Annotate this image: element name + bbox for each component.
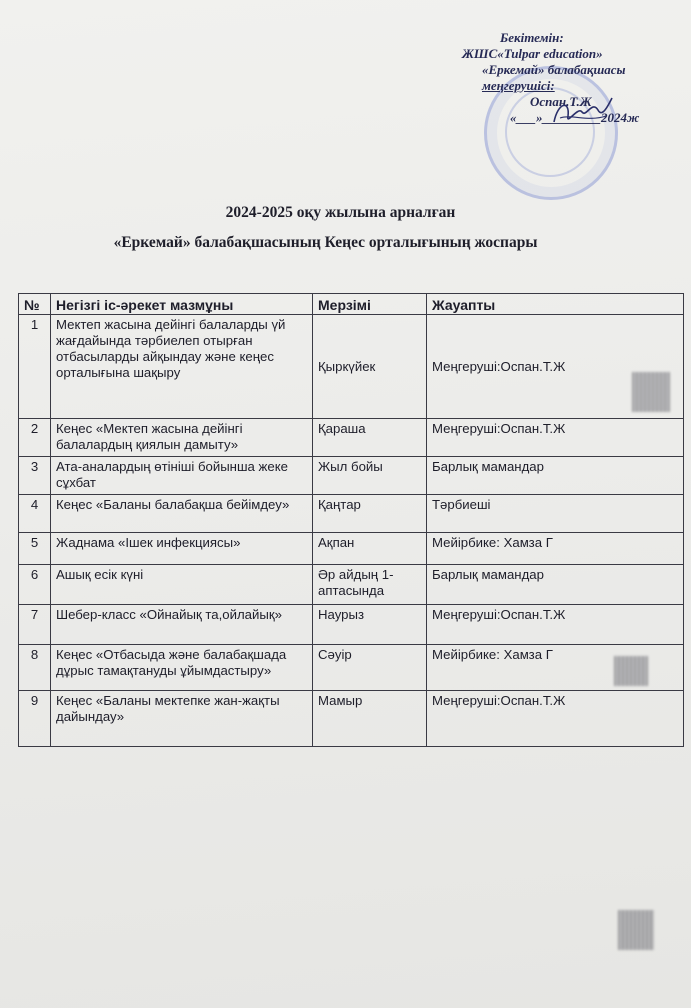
approval-kindergarten: «Еркемай» балабақшасы [482,62,626,77]
document-title [0,198,691,258]
signature-icon [548,92,618,132]
row-number: 4 [19,495,51,533]
row-number: 8 [19,645,51,691]
approval-organization: ЖШС«Tulpar education» [462,46,603,61]
row-term: Наурыз [313,605,427,645]
row-content: Шебер-класс «Ойнайық та,ойлайық» [51,605,313,645]
table-row [19,565,684,605]
table-row [19,645,684,691]
table-row [19,419,684,457]
row-responsible: Меңгеруші:Оспан.Т.Ж [427,315,684,419]
row-term: Ақпан [313,533,427,565]
row-content: Кеңес «Мектеп жасына дейінгі балалардың қиялын дамыту» [51,419,313,457]
row-content: Мектеп жасына дейінгі балаларды үй жағдайында тәрбиелеп отырған отбасыларды айқындау және кеңес орталығына шақыру [51,315,313,419]
approval-position: меңгерушісі: [482,78,555,93]
row-responsible: Барлық мамандар [427,457,684,495]
table-row [19,457,684,495]
table-row [19,533,684,565]
row-term: Мамыр [313,691,427,747]
row-content: Жаднама «Ішек инфекциясы» [51,533,313,565]
header-responsible: Жауапты [427,294,684,315]
row-number: 2 [19,419,51,457]
row-number: 9 [19,691,51,747]
row-responsible: Меңгеруші:Оспан.Т.Ж [427,691,684,747]
row-term: Әр айдың 1-аптасында [313,565,427,605]
redacted-mark [632,372,670,412]
redacted-mark [618,910,654,950]
title-line-2: «Еркемай» балабақшасының Кеңес орталығының жоспары [113,234,538,251]
row-term: Қараша [313,419,427,457]
table-row [19,315,684,419]
row-responsible: Меңгеруші:Оспан.Т.Ж [427,605,684,645]
table-row [19,691,684,747]
table-row [19,495,684,533]
row-term: Қыркүйек [313,315,427,419]
row-responsible: Мейірбике: Хамза Г [427,645,684,691]
row-content: Кеңес «Баланы мектепке жан-жақты дайындау» [51,691,313,747]
row-content: Кеңес «Баланы балабақша бейімдеу» [51,495,313,533]
approval-date: «___»_________2024ж [510,110,640,125]
approval-name: Оспан.Т.Ж [530,94,592,109]
row-number: 7 [19,605,51,645]
redacted-mark [614,656,648,686]
table-header-row [19,294,684,315]
title-line-1: 2024-2025 оқу жылына арналған [225,204,456,221]
approval-heading: Бекітемін: [500,30,564,45]
row-number: 5 [19,533,51,565]
header-content: Негізгі іс-әрекет мазмұны [51,294,313,315]
row-number: 3 [19,457,51,495]
row-responsible: Меңгеруші:Оспан.Т.Ж [427,419,684,457]
row-content: Кеңес «Отбасыда және балабақшада дұрыс тамақтануды ұйымдастыру» [51,645,313,691]
row-responsible: Тәрбиеші [427,495,684,533]
row-term: Қаңтар [313,495,427,533]
plan-table [18,293,684,747]
row-content: Ата-аналардың өтініші бойынша жеке сұхбат [51,457,313,495]
header-number: № [19,294,51,315]
row-responsible: Мейірбике: Хамза Г [427,533,684,565]
row-term: Жыл бойы [313,457,427,495]
row-responsible: Барлық мамандар [427,565,684,605]
table-row [19,605,684,645]
header-term: Мерзімі [313,294,427,315]
row-number: 6 [19,565,51,605]
row-term: Сәуір [313,645,427,691]
row-number: 1 [19,315,51,419]
row-content: Ашық есік күні [51,565,313,605]
